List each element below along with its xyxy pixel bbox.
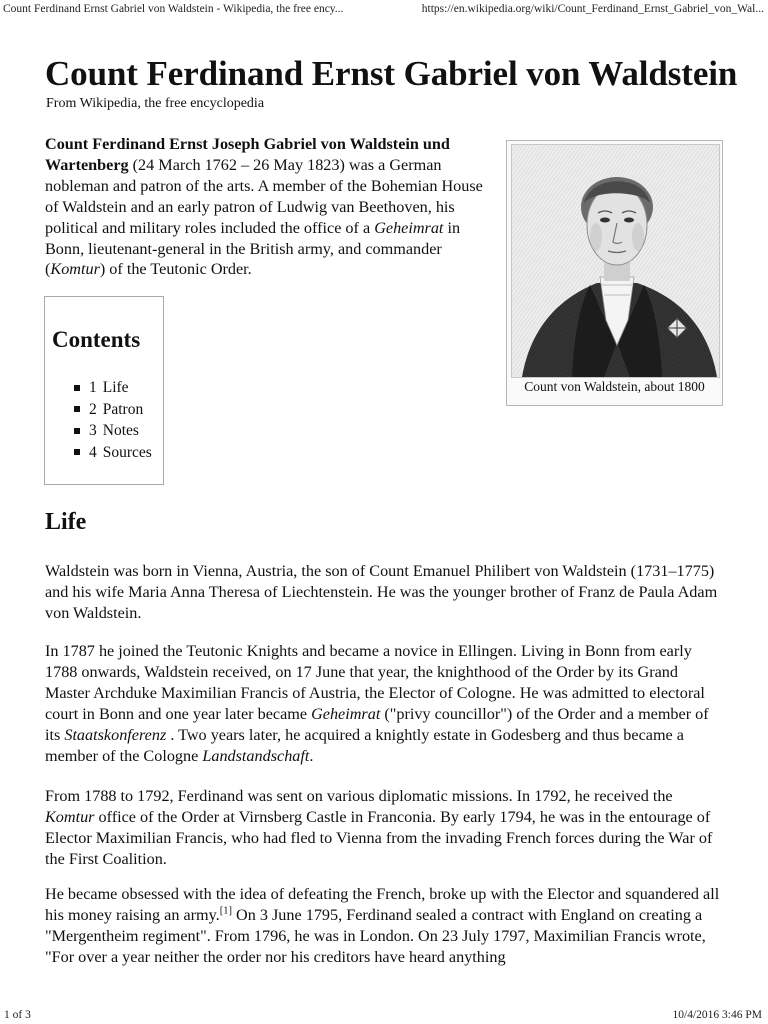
life-paragraph-2 <box>45 641 725 766</box>
toc-item-sources[interactable] <box>74 442 152 464</box>
intro-bold-name: Count Ferdinand Ernst Joseph Gabriel von Waldstein und Wartenberg <box>45 135 450 174</box>
toc-list <box>74 377 152 463</box>
intro-text-2: in Bonn, lieutenant-general in the British army, and commander ( <box>45 218 461 279</box>
reference-link[interactable]: [1] <box>219 905 232 917</box>
toc-item-number: 2 <box>89 400 97 418</box>
p3-link-komtur[interactable]: Komtur <box>45 807 95 826</box>
page-title: Count Ferdinand Ernst Gabriel von Waldstein <box>45 54 738 93</box>
bullet-icon <box>74 449 80 455</box>
section-heading-life: Life <box>45 509 87 535</box>
p2-text-c: . Two years later, he acquired a knightly estate in Godesberg and thus became a member of the Cologne <box>45 725 684 765</box>
p4-text-b: On 3 June 1795, Ferdinand sealed a contract with England on creating a "Mergentheim regiment". From 1796, he was in London. On 23 July 1797, Maximilian Francis wrote, "For over a year neither the order nor his creditors have heard anything <box>45 905 706 966</box>
toc-title: Contents <box>52 327 141 352</box>
print-header-title: Count Ferdinand Ernst Gabriel von Waldstein - Wikipedia, the free ency... <box>3 3 344 15</box>
intro-text-1: (24 March 1762 – 26 May 1823) was a German nobleman and patron of the arts. A member of the Bohemian House of Waldstein and an early patron of Ludwig van Beethoven, his political and military roles included the office of a <box>45 155 483 237</box>
table-of-contents <box>44 296 164 485</box>
p2-link-staatskonferenz[interactable]: Staatskonferenz <box>64 725 167 744</box>
p2-text-b: ("privy councillor") of the Order and a member of its <box>45 704 709 744</box>
toc-item-number: 3 <box>89 422 97 439</box>
toc-item-number: 4 <box>89 443 97 461</box>
p4-text-a: He became obsessed with the idea of defeating the French, broke up with the Elector and squandered all his money raising an army. <box>45 885 720 924</box>
p2-text-d: . <box>309 746 314 765</box>
p2-link-landstandschaft[interactable]: Landstandschaft <box>202 746 310 765</box>
p3-text-b: office of the Order at Virnsberg Castle in Franconia. By early 1794, he was in the entourage of Elector Maximilian Francis, who had fled to Vienna from the invading French forces during the War of the First Coalition. <box>45 807 713 868</box>
toc-item-patron[interactable] <box>74 399 152 421</box>
toc-item-label: Sources <box>102 443 152 461</box>
infobox-caption: Count von Waldstein, about 1800 <box>524 379 705 394</box>
toc-item-life[interactable] <box>74 377 152 399</box>
bullet-icon <box>74 406 80 412</box>
toc-item-notes[interactable] <box>74 420 152 442</box>
toc-item-number: 1 <box>89 379 97 396</box>
page-subtitle: From Wikipedia, the free encyclopedia <box>46 96 265 111</box>
bullet-icon <box>74 428 80 434</box>
p3-text-a: From 1788 to 1792, Ferdinand was sent on various diplomatic missions. In 1792, he received the <box>45 787 673 805</box>
infobox <box>506 140 723 406</box>
intro-paragraph <box>45 134 490 280</box>
bullet-icon <box>74 385 80 391</box>
life-paragraph-4 <box>45 884 725 968</box>
print-footer-page-count: 1 of 3 <box>4 1009 31 1021</box>
print-header-url: https://en.wikipedia.org/wiki/Count_Ferdinand_Ernst_Gabriel_von_Wal... <box>421 3 764 15</box>
toc-item-label: Patron <box>102 400 144 418</box>
intro-link-komtur[interactable]: Komtur <box>50 260 100 279</box>
intro-text-3: ) of the Teutonic Order. <box>99 260 252 279</box>
life-paragraph-3 <box>45 786 725 870</box>
toc-item-label: Life <box>102 379 129 396</box>
life-paragraph-1: Waldstein was born in Vienna, Austria, the son of Count Emanuel Philibert von Waldstein (1731–1775) and his wife Maria Anna Theresa of Liechtenstein. He was the younger brother of Franz de Paula Adam von Waldstein. <box>45 562 718 622</box>
p2-text-a: In 1787 he joined the Teutonic Knights and became a novice in Ellingen. Living in Bonn from early 1788 onwards, Waldstein received, on 17 June that year, the knighthood of the Order by its Grand Master Archduke Maximilian Francis of Austria, the Elector of Cologne. He was admitted to electoral court in Bonn and one year later became <box>45 642 705 723</box>
portrait-image[interactable] <box>511 144 720 378</box>
p2-link-geheimrat[interactable]: Geheimrat <box>311 704 381 723</box>
toc-item-label: Notes <box>102 422 139 439</box>
print-footer-datetime: 10/4/2016 3:46 PM <box>672 1009 762 1021</box>
intro-link-geheimrat[interactable]: Geheimrat <box>374 218 444 237</box>
